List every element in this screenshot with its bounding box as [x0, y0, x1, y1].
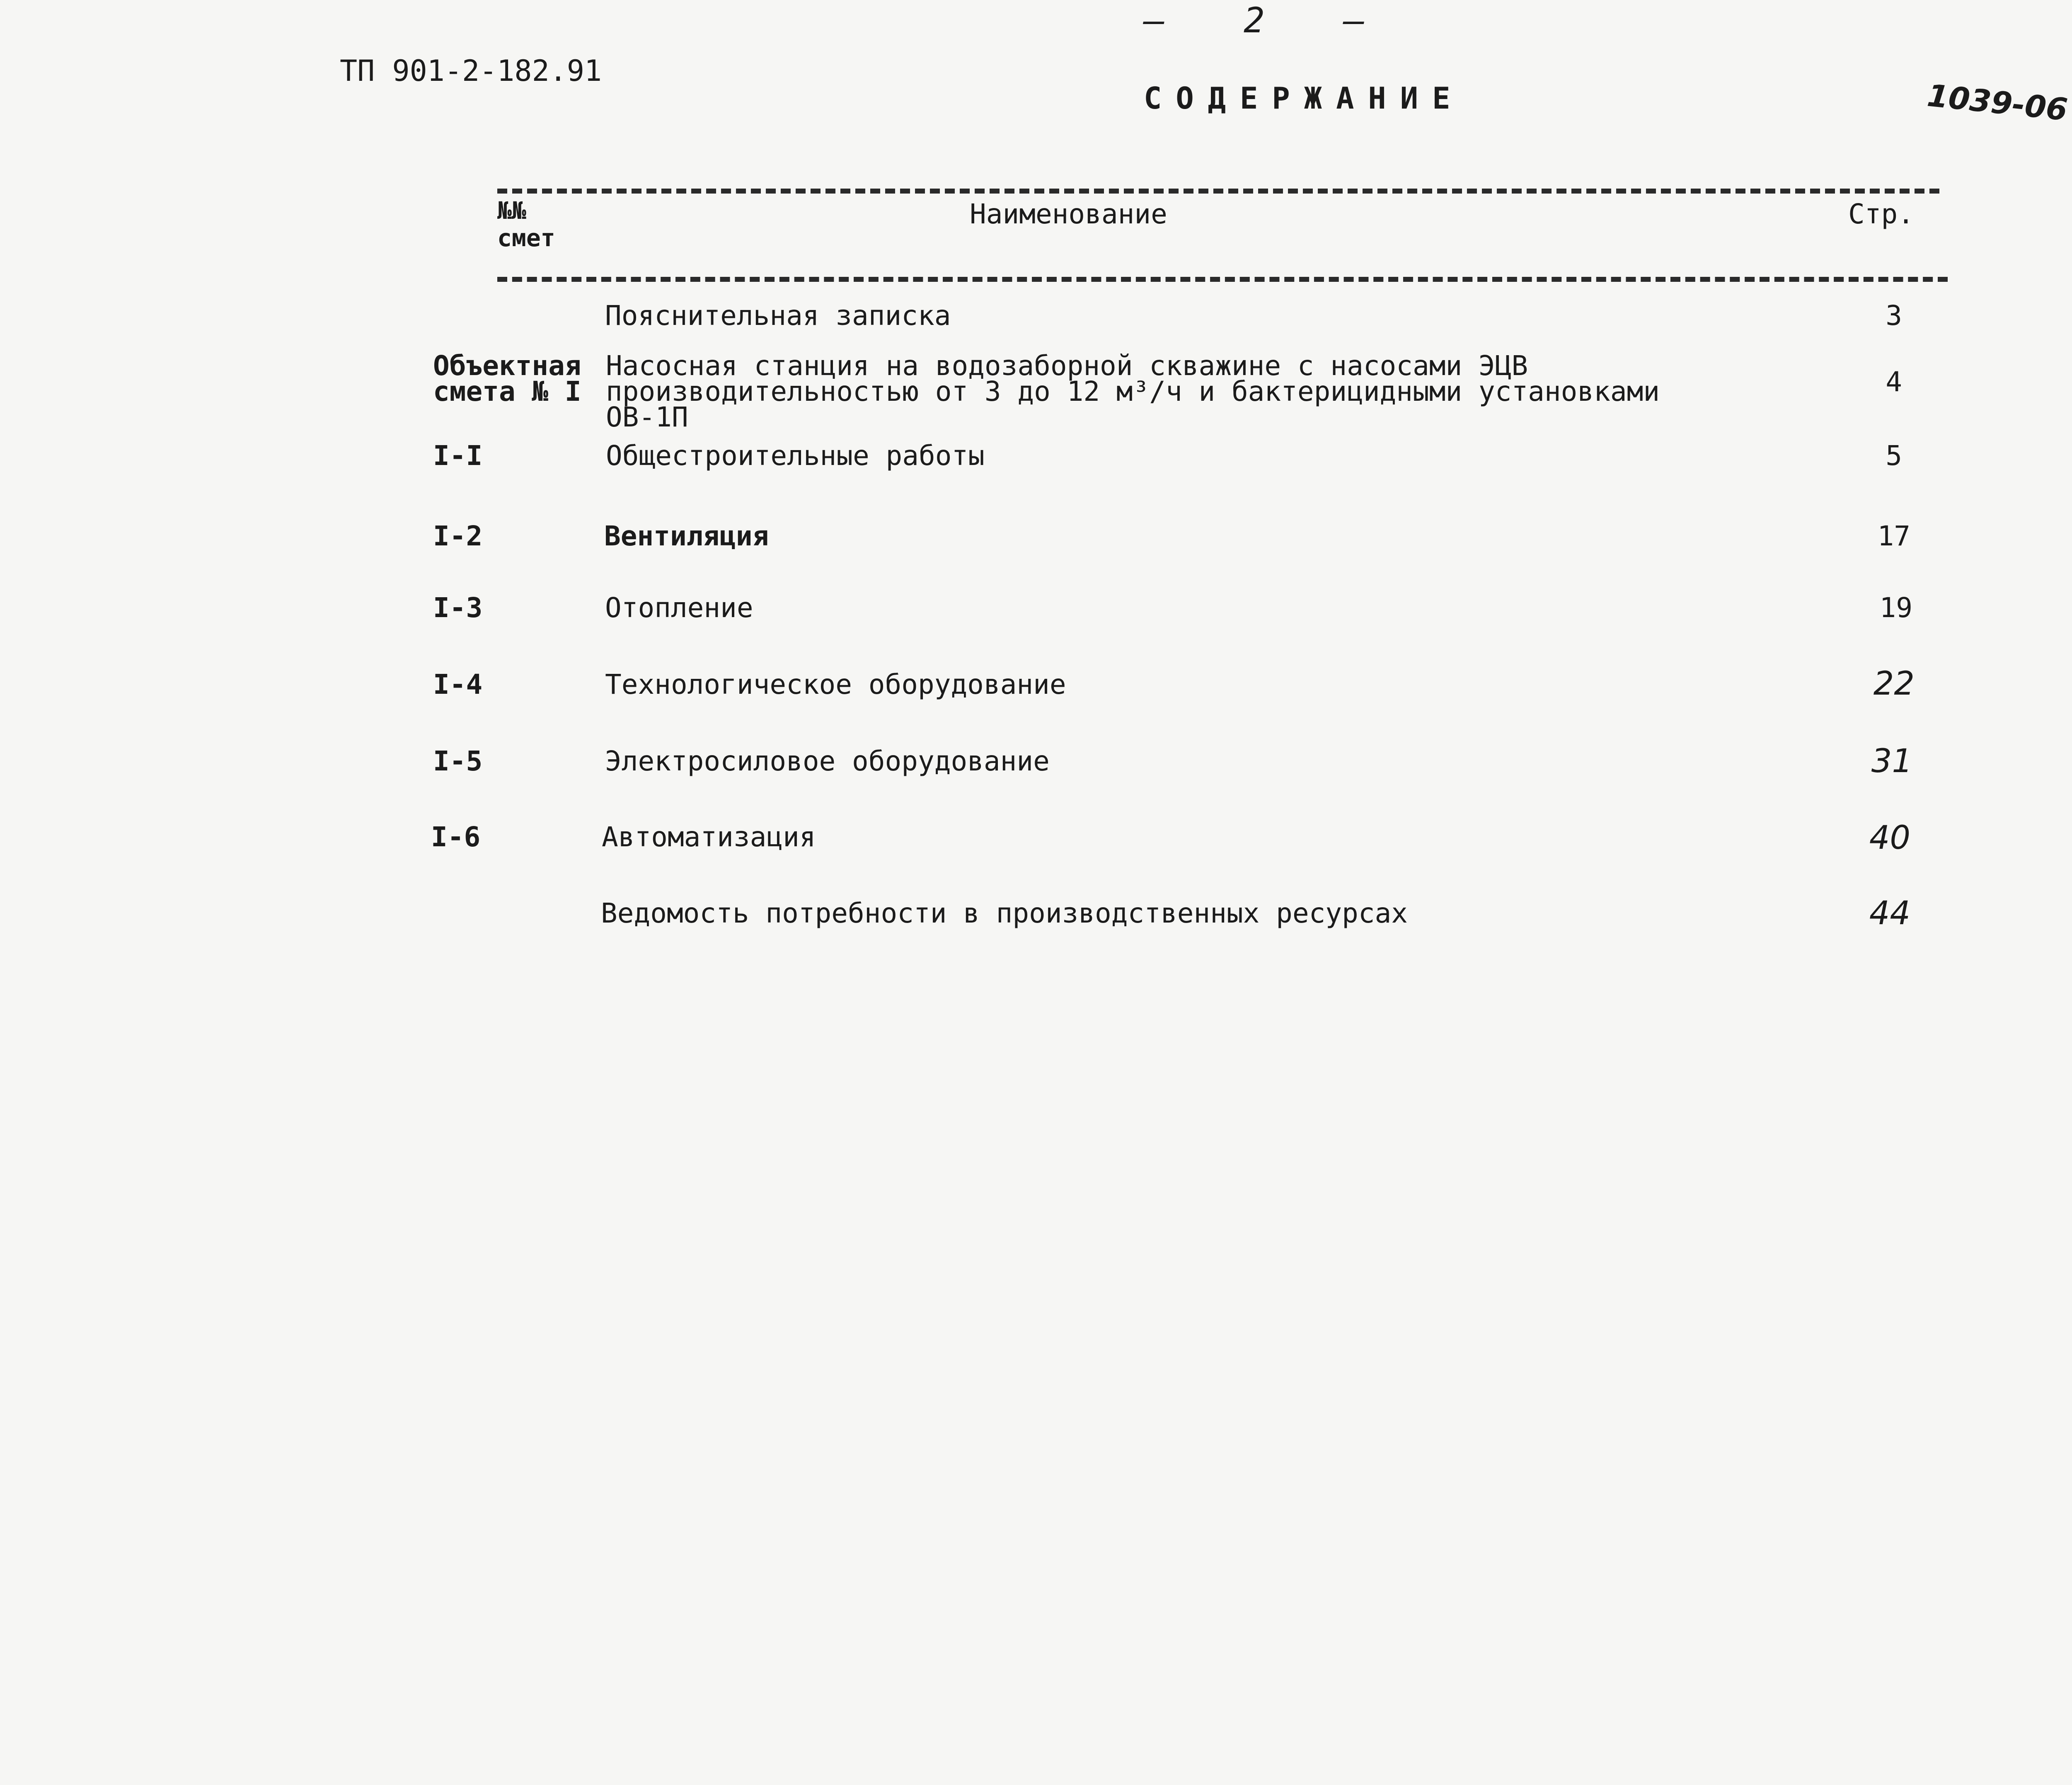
row-code: I-2 — [433, 520, 483, 552]
row-page: 31 — [1871, 743, 1912, 780]
row-name: Ведомость потребности в производственных ресурсах — [601, 897, 1408, 929]
row-page: 4 — [1886, 366, 1902, 398]
column-header-name: Наименование — [970, 198, 1167, 230]
row-name: Пояснительная записка — [605, 300, 951, 332]
column-header-number: №№ смет — [497, 196, 555, 252]
row-code: I-5 — [433, 745, 483, 777]
row-name: Общестроительные работы — [606, 440, 985, 472]
row-page: 40 — [1869, 819, 1910, 857]
row-name: Технологическое оборудование — [605, 668, 1066, 700]
row-name: Отопление — [605, 592, 753, 624]
row-code: Объектная смета № I — [433, 350, 581, 407]
page-number: – 2 – — [1144, 0, 1394, 41]
row-name: Вентиляция — [604, 520, 769, 552]
row-page: 22 — [1873, 665, 1915, 702]
row-name: Автоматизация — [602, 821, 816, 853]
row-page: 19 — [1879, 592, 1912, 624]
row-page: 44 — [1869, 895, 1910, 932]
row-page: 5 — [1886, 440, 1902, 472]
row-code: I-6 — [431, 821, 481, 853]
handwritten-number: 1039-06 — [1925, 78, 2070, 128]
row-code: I-3 — [433, 592, 483, 624]
row-page: 17 — [1877, 520, 1910, 552]
row-name: Электросиловое оборудование — [605, 745, 1050, 777]
document-code: ТП 901-2-182.91 — [340, 54, 602, 88]
page-title: СОДЕРЖАНИЕ — [1144, 81, 1464, 116]
row-name: Насосная станция на водозаборной скважине с насосами ЭЦВ производительностью от 3 до 12 м³/ч и бактерицидными установками ОВ-1П — [606, 350, 1660, 433]
row-code: I-I — [433, 440, 483, 472]
header-bottom-rule — [497, 277, 1948, 282]
row-code: I-4 — [433, 668, 483, 700]
header-top-rule — [497, 189, 1939, 194]
row-page: 3 — [1886, 300, 1902, 332]
column-header-page: Стр. — [1848, 198, 1914, 230]
